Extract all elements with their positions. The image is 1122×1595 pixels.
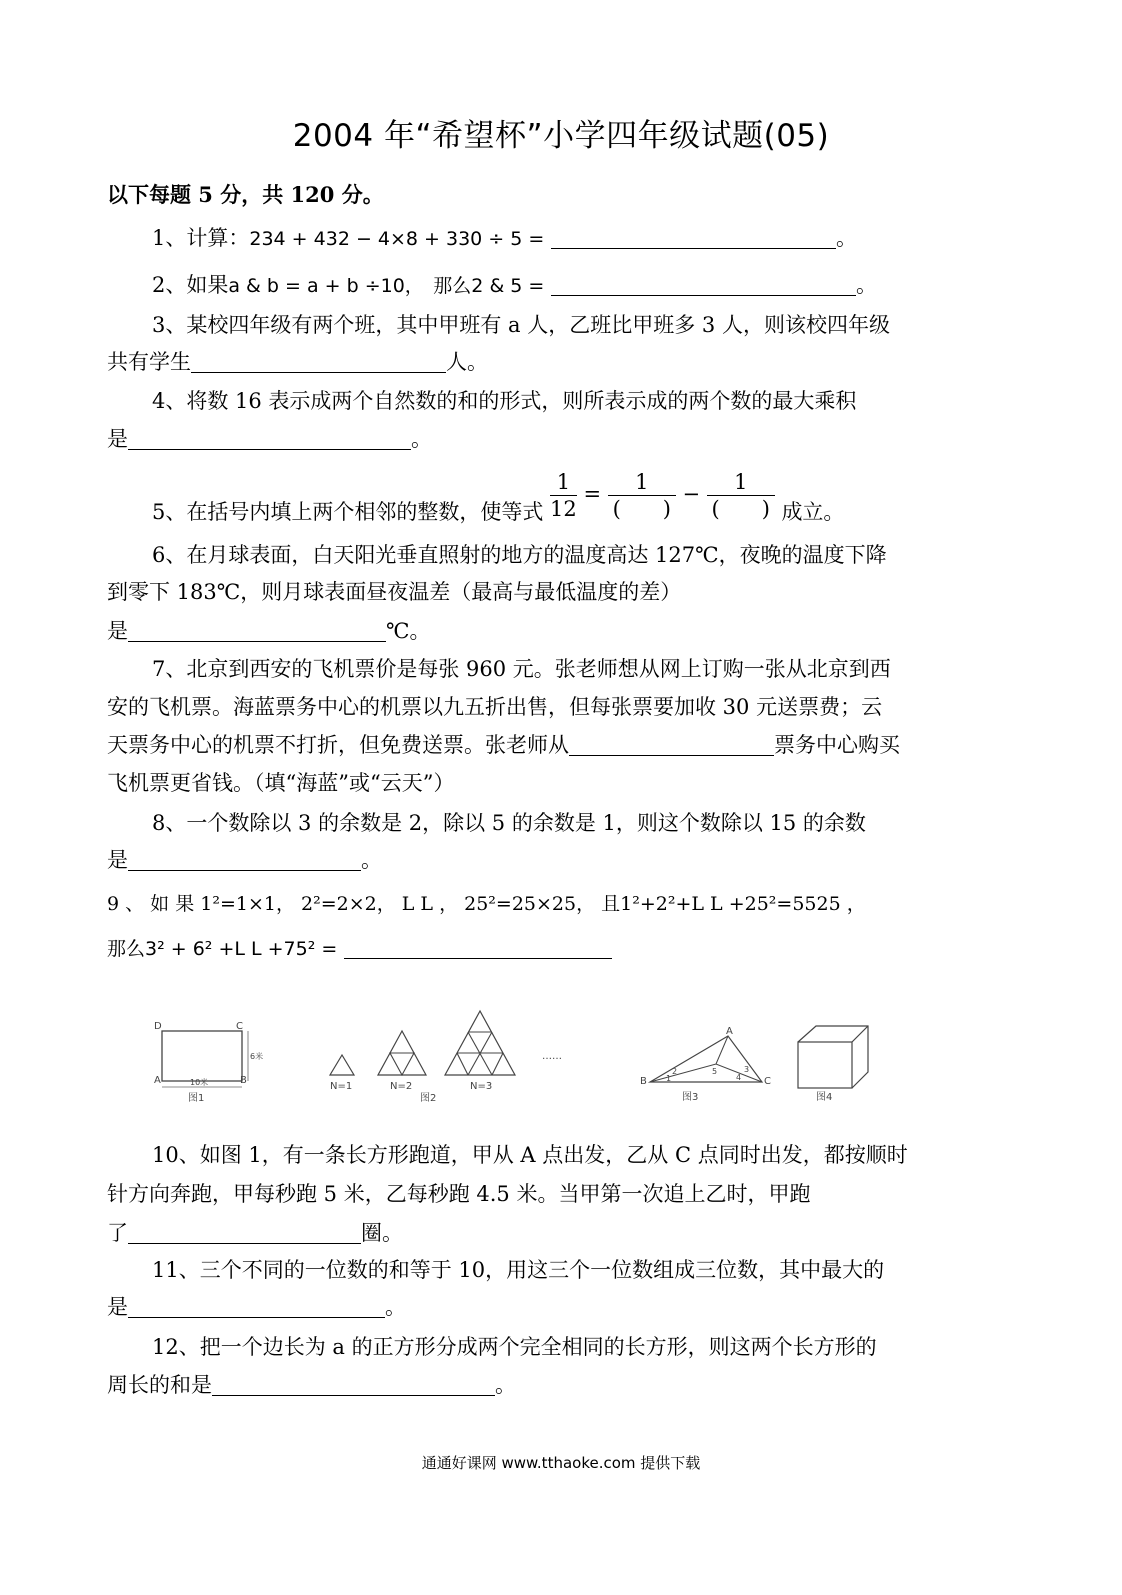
question-6-line2: 到零下 183℃，则月球表面昼夜温差（最高与最低温度的差） <box>107 580 682 604</box>
q2-expression: a & b = a + b ÷10， 那么2 & 5 = <box>228 275 545 297</box>
q4-answer-blank[interactable] <box>128 427 411 450</box>
q12-answer-blank[interactable] <box>212 1373 495 1396</box>
q2-end: 。 <box>856 273 878 297</box>
question-10-line3: 了 圈。 <box>107 1221 403 1245</box>
question-3-line2 <box>107 348 1007 376</box>
question-4-line1: 4、将数 16 表示成两个自然数的和的形式，则所表示成的两个数的最大乘积 <box>152 389 857 413</box>
q5-fraction-2: $\frac{1}{( )}$ <box>608 469 676 522</box>
fig3-angle-5: 5 <box>712 1067 718 1076</box>
q5-pre: 5、在括号内填上两个相邻的整数，使等式 <box>152 500 544 524</box>
fig2-n1: N=1 <box>330 1081 353 1092</box>
fig3-angle-1: 1 <box>666 1074 672 1083</box>
fig2-n2: N=2 <box>390 1081 413 1092</box>
question-1 <box>152 224 1012 253</box>
q5-equals: = <box>583 482 602 506</box>
question-11-line2: 是 。 <box>107 1295 406 1319</box>
q1-answer-blank[interactable] <box>551 226 836 249</box>
q5-blank-1[interactable]: ( ) <box>612 497 671 521</box>
q1-expression: 234 + 432 − 4×8 + 330 ÷ 5 = <box>249 228 545 250</box>
fig3-angle-3: 3 <box>744 1065 750 1074</box>
figure-3 <box>636 1024 776 1106</box>
fig3-label-b: B <box>640 1076 647 1087</box>
fig1-height-label: 6米 <box>250 1052 264 1061</box>
q11-answer-blank[interactable] <box>128 1295 385 1318</box>
fig3-angle-2: 2 <box>672 1067 678 1076</box>
question-8-line1: 8、一个数除以 3 的余数是 2，除以 5 的余数是 1，则这个数除以 15 的余数 <box>152 811 866 835</box>
q5-minus: − <box>682 482 701 506</box>
fig2-n3: N=3 <box>470 1081 493 1092</box>
question-7-line1: 7、北京到西安的飞机票价是每张 960 元。张老师想从网上订购一张从北京到西 <box>152 657 891 681</box>
intro-text: 以下每题 5 分，共 120 分。 <box>107 182 384 207</box>
fig1-label-d: D <box>154 1021 162 1032</box>
figure-2 <box>322 1003 577 1105</box>
question-5 <box>152 462 1012 526</box>
q7-answer-blank[interactable] <box>569 733 774 756</box>
fig4-caption: 图4 <box>816 1092 833 1103</box>
footer-source: 通通好课网 www.tthaoke.com 提供下载 <box>421 1454 701 1472</box>
q10-answer-blank[interactable] <box>128 1221 361 1244</box>
fig3-caption: 图3 <box>682 1092 699 1103</box>
question-8-line2: 是 。 <box>107 848 382 872</box>
question-7-line3: 天票务中心的机票不打折，但免费送票。张老师从 票务中心购买 <box>107 733 900 757</box>
q5-fraction-1: $\frac{1}{12}$ <box>550 470 577 521</box>
question-10-line1: 10、如图 1，有一条长方形跑道，甲从 A 点出发，乙从 C 点同时出发，都按顺时 <box>152 1143 908 1167</box>
question-2 <box>152 271 1012 300</box>
question-10-line2: 针方向奔跑，甲每秒跑 5 米，乙每秒跑 4.5 米。当甲第一次追上乙时，甲跑 <box>107 1182 811 1206</box>
q2-answer-blank[interactable] <box>551 273 856 296</box>
q3-post: 人。 <box>446 350 488 374</box>
q4-pre: 是 <box>107 427 128 451</box>
question-11-line1: 11、三个不同的一位数的和等于 10，用这三个一位数组成三位数，其中最大的 <box>152 1258 885 1282</box>
fig1-label-b: B <box>240 1075 247 1086</box>
question-6-line1: 6、在月球表面，白天阳光垂直照射的地方的温度高达 127℃，夜晚的温度下降 <box>152 543 887 567</box>
question-7-line2: 安的飞机票。海蓝票务中心的机票以九五折出售，但每张票要加收 30 元送票费；云 <box>107 695 883 719</box>
fig2-dots: …… <box>542 1051 562 1062</box>
fig2-caption: 图2 <box>420 1093 437 1104</box>
question-6-line3: 是 ℃。 <box>107 619 431 643</box>
fig1-label-c: C <box>236 1021 243 1032</box>
question-3-line1: 3、某校四年级有两个班，其中甲班有 a 人，乙班比甲班多 3 人，则该校四年级 <box>152 313 890 337</box>
q1-end: 。 <box>836 226 857 250</box>
question-4-line2 <box>107 425 1007 453</box>
q4-post: 。 <box>411 427 432 451</box>
q6-answer-blank[interactable] <box>128 619 386 642</box>
question-9-line2: 那么3² + 6² +L L +75² = <box>107 934 1007 963</box>
q9-answer-blank[interactable] <box>344 936 612 959</box>
fig1-width-label: 10米 <box>190 1078 209 1087</box>
question-12-line1: 12、把一个边长为 a 的正方形分成两个完全相同的长方形，则这两个长方形的 <box>152 1335 877 1359</box>
question-7-line4: 飞机票更省钱。（填“海蓝”或“云天”） <box>107 771 455 795</box>
fig3-angle-4: 4 <box>736 1073 742 1082</box>
fig1-caption: 图1 <box>188 1093 205 1104</box>
q3-answer-blank[interactable] <box>191 350 446 373</box>
fig3-label-a: A <box>726 1026 733 1037</box>
q8-answer-blank[interactable] <box>128 848 361 871</box>
q5-fraction-3: $\frac{1}{( )}$ <box>707 469 775 522</box>
figure-1 <box>148 1015 268 1105</box>
q3-pre: 共有学生 <box>107 350 191 374</box>
q5-blank-2[interactable]: ( ) <box>711 497 770 521</box>
fig3-label-c: C <box>764 1076 771 1087</box>
q2-prefix: 2、如果 <box>152 273 229 297</box>
page-title: 2004 年“希望杯”小学四年级试题(05) <box>292 118 830 154</box>
q5-post: 成立。 <box>781 500 845 524</box>
fig1-label-a: A <box>154 1075 161 1086</box>
question-12-line2: 周长的和是 。 <box>107 1373 516 1397</box>
question-9-line1: 9 、 如 果 1²=1×1， 2²=2×2， L L ， 25²=25×25， 且1²+2²+L L +25²=5525 ， <box>107 893 866 915</box>
figure-4 <box>792 1020 872 1106</box>
q1-prefix: 1、计算： <box>152 226 250 250</box>
